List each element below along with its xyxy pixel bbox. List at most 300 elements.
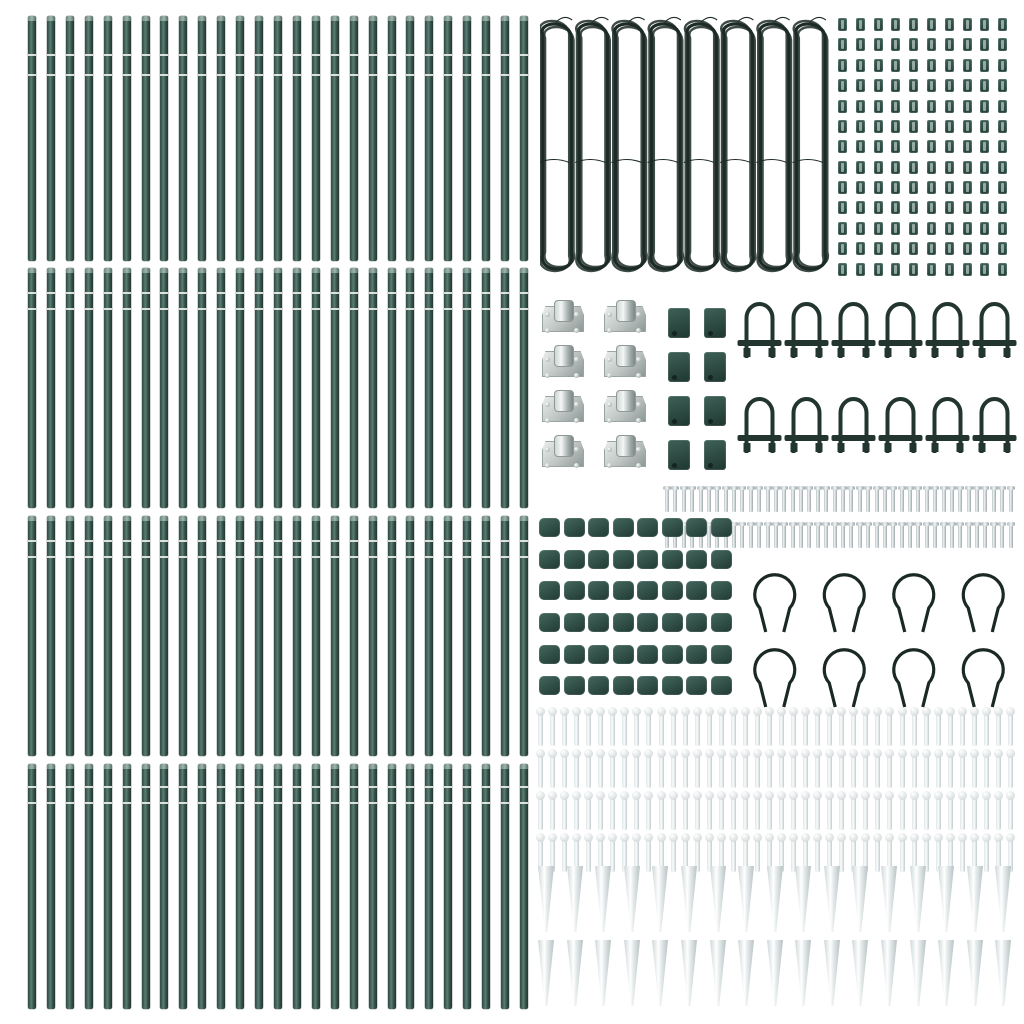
post-notch: [350, 540, 358, 542]
fixing-pin: [1008, 796, 1013, 830]
post-notch: [85, 556, 93, 558]
fixing-tab: [711, 550, 732, 569]
fixing-pin: [671, 796, 676, 830]
post-notch: [444, 308, 452, 310]
post-cap: [47, 516, 55, 521]
post-notch: [198, 74, 206, 76]
post-cap: [85, 268, 93, 273]
fixing-pin: [538, 796, 543, 830]
wire-clip: [980, 263, 989, 276]
post-cap: [388, 268, 396, 273]
post-cap: [463, 16, 471, 21]
post-notch: [406, 74, 414, 76]
post-cap: [501, 268, 509, 273]
fence-post: [160, 764, 168, 1009]
post-notch: [198, 540, 206, 542]
fence-post: [255, 516, 263, 756]
fixing-pin: [671, 754, 676, 788]
post-notch: [369, 556, 377, 558]
wire-clip: [945, 140, 954, 153]
ground-spike: [995, 940, 1011, 1006]
wire-clip: [891, 201, 900, 214]
fixing-tab: [588, 676, 609, 695]
fixing-pin: [924, 712, 929, 746]
fixing-tab: [637, 550, 658, 569]
screw: [807, 486, 811, 512]
fence-post: [501, 16, 509, 261]
post-notch: [217, 540, 225, 542]
bracket-barrel: [616, 390, 636, 412]
post-cap: [482, 268, 490, 273]
wire-clip: [874, 242, 883, 255]
post-notch: [274, 292, 282, 294]
screw: [774, 522, 778, 548]
fixing-pin: [659, 796, 664, 830]
loop-clip: [755, 575, 795, 632]
post-cap: [463, 268, 471, 273]
wire-clip: [891, 161, 900, 174]
ground-spike: [967, 866, 983, 932]
fence-post: [85, 268, 93, 508]
fixing-pin: [875, 796, 880, 830]
post-cap: [160, 268, 168, 273]
ground-spike: [995, 866, 1011, 932]
post-notch: [369, 308, 377, 310]
wire-clip: [998, 263, 1007, 276]
fixing-tab: [564, 645, 585, 664]
post-bracket: [604, 345, 644, 379]
fixing-tab: [662, 645, 683, 664]
fixing-tab: [588, 518, 609, 537]
post-cap: [274, 16, 282, 21]
fence-post: [160, 16, 168, 261]
post-notch: [160, 556, 168, 558]
fence-post: [388, 16, 396, 261]
screw: [858, 522, 862, 548]
post-notch: [66, 540, 74, 542]
post-notch: [160, 802, 168, 804]
screw: [992, 522, 996, 548]
fence-post: [331, 764, 339, 1009]
fence-post: [463, 16, 471, 261]
fixing-pin: [984, 712, 989, 746]
u-clamp: [926, 399, 970, 453]
fixing-pin: [791, 712, 796, 746]
post-notch: [520, 802, 528, 804]
post-cap: [369, 516, 377, 521]
post-cap: [198, 16, 206, 21]
post-notch: [388, 786, 396, 788]
post-notch: [66, 308, 74, 310]
fixing-pin: [948, 754, 953, 788]
post-notch: [388, 802, 396, 804]
post-notch: [293, 74, 301, 76]
fixing-pin: [610, 712, 615, 746]
post-notch: [312, 786, 320, 788]
fence-post: [482, 268, 490, 508]
post-notch: [123, 802, 131, 804]
post-cap: [160, 16, 168, 21]
wire-clip: [927, 242, 936, 255]
wire-clip: [838, 79, 847, 92]
wire-coil: [720, 17, 755, 271]
wire-clip: [856, 38, 865, 51]
bracket-bolt: [607, 463, 612, 468]
fence-post: [198, 268, 206, 508]
fence-post: [160, 516, 168, 756]
fence-post: [482, 516, 490, 756]
post-cap: [28, 516, 36, 521]
fixing-tab: [637, 518, 658, 537]
post-notch: [179, 786, 187, 788]
wire-coil: [611, 17, 646, 271]
screw: [992, 486, 996, 512]
post-cap: [217, 268, 225, 273]
fence-post: [255, 268, 263, 508]
post-notch: [501, 540, 509, 542]
fence-post: [179, 16, 187, 261]
post-cap: [217, 516, 225, 521]
post-cap: [501, 16, 509, 21]
loop-clip: [824, 650, 864, 707]
wire-clip: [998, 18, 1007, 31]
wire-clip: [927, 263, 936, 276]
post-cap: [66, 516, 74, 521]
fixing-pin: [622, 796, 627, 830]
fixing-pin: [851, 754, 856, 788]
post-notch: [160, 54, 168, 56]
u-clamp: [879, 399, 923, 453]
post-notch: [425, 292, 433, 294]
fence-post: [520, 764, 528, 1009]
fence-post: [217, 516, 225, 756]
fixing-pin: [646, 796, 651, 830]
post-notch: [104, 556, 112, 558]
post-notch: [28, 786, 36, 788]
fixing-pin: [574, 712, 579, 746]
wire-clip: [909, 38, 918, 51]
screw: [891, 486, 895, 512]
fence-post: [350, 268, 358, 508]
post-cap: [274, 516, 282, 521]
wire-clip: [909, 222, 918, 235]
wire-clip: [963, 140, 972, 153]
bracket-bolt: [545, 373, 550, 378]
post-notch: [179, 556, 187, 558]
post-cap: [236, 268, 244, 273]
post-cap: [198, 516, 206, 521]
wire-clip: [945, 120, 954, 133]
fence-post: [406, 764, 414, 1009]
fence-post: [312, 764, 320, 1009]
fixing-tab: [613, 613, 634, 632]
bracket-bolt: [636, 463, 641, 468]
post-notch: [47, 556, 55, 558]
post-notch: [331, 74, 339, 76]
post-notch: [47, 786, 55, 788]
post-notch: [463, 74, 471, 76]
fence-post: [520, 16, 528, 261]
post-notch: [350, 54, 358, 56]
post-cap: [123, 764, 131, 769]
fence-post: [388, 516, 396, 756]
fence-post: [142, 516, 150, 756]
post-notch: [28, 802, 36, 804]
bracket-bolt: [636, 373, 641, 378]
screw: [799, 486, 803, 512]
wire-clip: [927, 18, 936, 31]
post-notch: [444, 802, 452, 804]
wire-clip: [856, 120, 865, 133]
bracket-bolt: [607, 373, 612, 378]
screw: [824, 522, 828, 548]
post-cap: [274, 764, 282, 769]
wire-clip: [838, 222, 847, 235]
screw: [724, 486, 728, 512]
wire-clip: [856, 242, 865, 255]
post-notch: [217, 786, 225, 788]
post-notch: [104, 540, 112, 542]
post-notch: [501, 556, 509, 558]
wire-clip: [963, 59, 972, 72]
fence-post: [104, 16, 112, 261]
fixing-pin: [731, 754, 736, 788]
post-cap: [85, 764, 93, 769]
post-notch: [236, 556, 244, 558]
wire-clip: [980, 18, 989, 31]
post-notch: [198, 802, 206, 804]
fence-post: [444, 764, 452, 1009]
post-notch: [123, 786, 131, 788]
post-notch: [85, 308, 93, 310]
wire-clip: [945, 161, 954, 174]
post-cap: [198, 268, 206, 273]
wire-clip: [856, 222, 865, 235]
fixing-pin: [610, 754, 615, 788]
post-notch: [104, 802, 112, 804]
post-notch: [179, 308, 187, 310]
post-notch: [274, 802, 282, 804]
post-notch: [198, 292, 206, 294]
fixing-pin: [586, 712, 591, 746]
screw: [942, 522, 946, 548]
wire-clip: [963, 161, 972, 174]
post-cap: [312, 516, 320, 521]
fixing-pin: [900, 712, 905, 746]
wire-clip: [945, 181, 954, 194]
fixing-pin: [562, 754, 567, 788]
bracket-bolt: [545, 402, 550, 407]
post-notch: [142, 308, 150, 310]
post-cap: [350, 764, 358, 769]
wire-clip: [980, 161, 989, 174]
fixing-pin: [646, 712, 651, 746]
fixing-pin: [550, 754, 555, 788]
wire-clip: [874, 120, 883, 133]
wire-clip: [891, 38, 900, 51]
post-notch: [85, 802, 93, 804]
fixing-tab: [711, 613, 732, 632]
ground-spike: [852, 940, 868, 1006]
post-notch: [142, 786, 150, 788]
post-notch: [482, 308, 490, 310]
wire-clip: [874, 161, 883, 174]
post-cap: [293, 516, 301, 521]
u-clamp-group: [736, 286, 1018, 476]
post-notch: [28, 74, 36, 76]
post-cap: [501, 764, 509, 769]
fixing-tab: [564, 518, 585, 537]
fence-post: [444, 16, 452, 261]
wire-clip: [980, 222, 989, 235]
wire-clip: [909, 140, 918, 153]
pins-block: [536, 706, 1018, 872]
ground-spike: [967, 940, 983, 1006]
screw: [766, 486, 770, 512]
post-cap: [350, 268, 358, 273]
ground-spike: [595, 940, 611, 1006]
post-notch: [520, 540, 528, 542]
wire-clip: [838, 59, 847, 72]
fence-post: [66, 16, 74, 261]
fixing-pin: [1008, 754, 1013, 788]
wire-clip: [998, 100, 1007, 113]
fixing-pin: [767, 754, 772, 788]
post-notch: [104, 74, 112, 76]
post-notch: [482, 540, 490, 542]
post-cap: [85, 16, 93, 21]
fence-post: [520, 268, 528, 508]
bracket-barrel: [554, 300, 574, 322]
fixing-pin: [900, 796, 905, 830]
post-notch: [406, 54, 414, 56]
fixing-pin: [683, 796, 688, 830]
fence-post: [482, 16, 490, 261]
wire-coil-group: [540, 14, 830, 284]
fixing-tab: [588, 550, 609, 569]
post-cap: [425, 268, 433, 273]
post-notch: [293, 540, 301, 542]
screw: [732, 486, 736, 512]
fixing-pin: [924, 754, 929, 788]
post-notch: [123, 74, 131, 76]
wire-clip: [856, 140, 865, 153]
wire-clip: [927, 181, 936, 194]
fence-post: [217, 764, 225, 1009]
fence-post: [312, 16, 320, 261]
post-cap: [331, 516, 339, 521]
screw: [766, 522, 770, 548]
fixing-tab: [539, 676, 560, 695]
fence-post: [47, 764, 55, 1009]
spikes: [534, 866, 1020, 1012]
wire-clip: [838, 18, 847, 31]
post-cap: [406, 764, 414, 769]
fixing-pin: [887, 796, 892, 830]
fence-post: [198, 764, 206, 1009]
fixing-pin: [996, 796, 1001, 830]
fixing-pin: [815, 754, 820, 788]
fixing-tab: [588, 645, 609, 664]
fixing-pin: [683, 754, 688, 788]
fence-post: [444, 516, 452, 756]
screw: [967, 486, 971, 512]
post-cap-block: [704, 440, 726, 470]
fixing-tab: [539, 645, 560, 664]
fixing-pin: [719, 796, 724, 830]
posts-row-2: [28, 268, 528, 508]
wire-clip: [874, 140, 883, 153]
wire-clip: [874, 181, 883, 194]
post-notch: [236, 786, 244, 788]
post-notch: [463, 54, 471, 56]
post-notch: [369, 802, 377, 804]
fixing-pin: [743, 712, 748, 746]
fixing-tab: [564, 676, 585, 695]
wire-clip: [838, 38, 847, 51]
ground-spike: [567, 940, 583, 1006]
fence-post: [198, 516, 206, 756]
fence-post: [331, 268, 339, 508]
ground-spike: [910, 940, 926, 1006]
bracket-bolt: [574, 402, 579, 407]
wire-clip: [891, 18, 900, 31]
fixing-pin: [586, 754, 591, 788]
bracket-barrel: [616, 300, 636, 322]
fixing-pin: [622, 712, 627, 746]
post-notch: [331, 802, 339, 804]
ground-spike: [681, 866, 697, 932]
fixing-pin: [767, 796, 772, 830]
bracket-bolt: [545, 357, 550, 362]
screw: [916, 522, 920, 548]
post-notch: [142, 74, 150, 76]
wire-clip: [927, 140, 936, 153]
fixing-tab: [637, 676, 658, 695]
screw: [950, 522, 954, 548]
post-notch: [255, 308, 263, 310]
wire-clip: [980, 120, 989, 133]
screw: [891, 522, 895, 548]
bracket-bolt: [545, 418, 550, 423]
post-notch: [425, 308, 433, 310]
wire-clip: [963, 201, 972, 214]
post-notch: [104, 54, 112, 56]
fixing-pin: [827, 712, 832, 746]
fence-post: [350, 764, 358, 1009]
wire-clip: [980, 59, 989, 72]
screw: [942, 486, 946, 512]
wire-clip: [909, 161, 918, 174]
fence-post: [444, 268, 452, 508]
post-cap: [406, 16, 414, 21]
ground-spike: [881, 940, 897, 1006]
screw: [757, 522, 761, 548]
ground-spike: [624, 866, 640, 932]
fixing-pin: [550, 796, 555, 830]
fixing-pin: [984, 796, 989, 830]
screw: [757, 486, 761, 512]
post-bracket: [604, 435, 644, 469]
fixing-pin: [912, 754, 917, 788]
fixing-pin: [936, 712, 941, 746]
fence-post: [198, 16, 206, 261]
fixing-pin: [598, 796, 603, 830]
wire-clip: [980, 181, 989, 194]
post-notch: [255, 54, 263, 56]
post-cap: [255, 268, 263, 273]
fence-post: [28, 516, 36, 756]
